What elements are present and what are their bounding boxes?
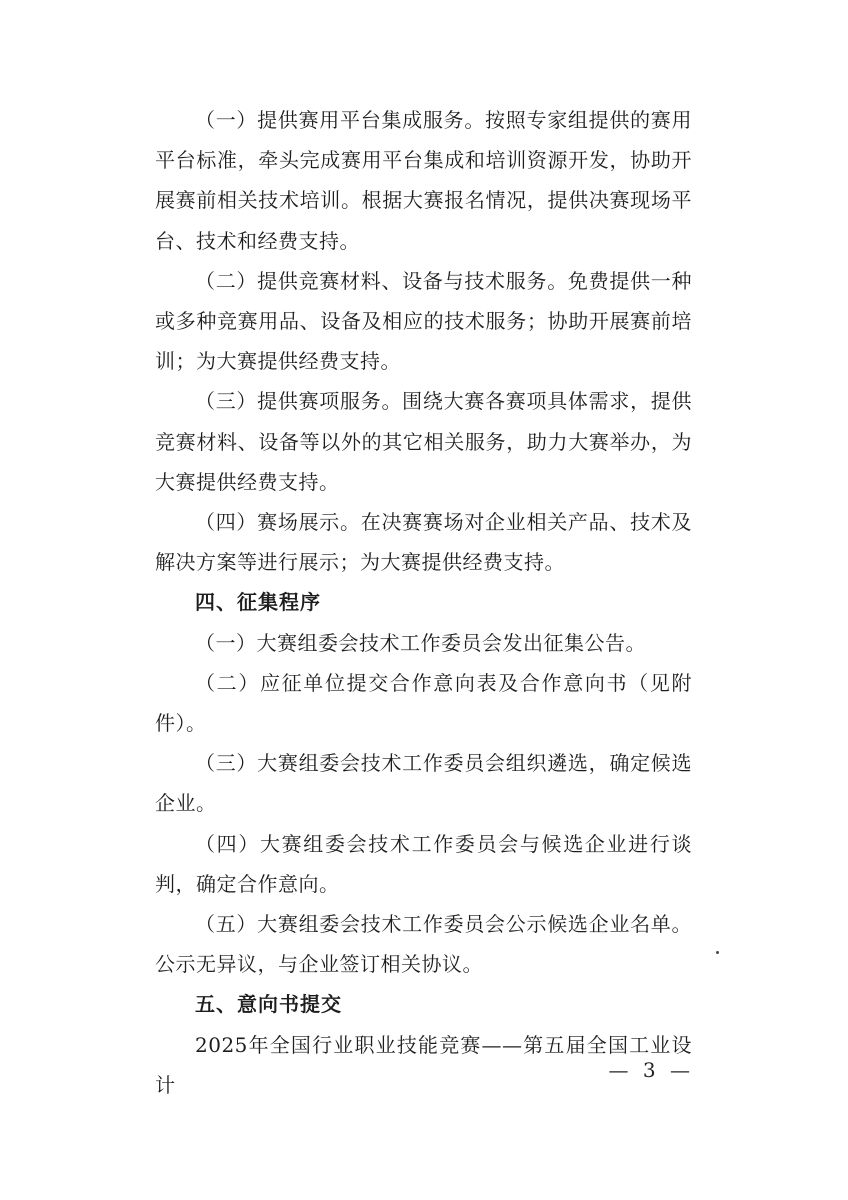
paragraph: （二）应征单位提交合作意向表及合作意向书（见附件）。 [155, 670, 692, 736]
scan-speck [716, 951, 719, 954]
paragraph: （一）大赛组委会技术工作委员会发出征集公告。 [195, 630, 646, 655]
section-heading-4: 四、征集程序 [195, 590, 321, 615]
paragraph: （二）提供竞赛材料、设备与技术服务。免费提供一种或多种竞赛用品、设备及相应的技术服务；协助开展赛前培训；为大赛提供经费支持。 [155, 268, 692, 374]
paragraph: （三）大赛组委会技术工作委员会组织遴选，确定候选企业。 [155, 751, 692, 816]
paragraph: 2025年全国行业职业技能竞赛——第五届全国工业设计 [155, 1032, 692, 1097]
paragraph: （五）大赛组委会技术工作委员会公示候选企业名单。公示无异议，与企业签订相关协议。 [155, 912, 692, 977]
paragraph: （四）赛场展示。在决赛赛场对企业相关产品、技术及解决方案等进行展示；为大赛提供经费支持。 [155, 510, 692, 575]
section-heading-5: 五、意向书提交 [195, 992, 342, 1017]
paragraph: （三）提供赛项服务。围绕大赛各赛项具体需求，提供竞赛材料、设备等以外的其它相关服务，助力大赛举办，为大赛提供经费支持。 [155, 389, 692, 494]
page-number: — 3 — [608, 1058, 694, 1082]
paragraph: （一）提供赛用平台集成服务。按照专家组提供的赛用平台标准，牵头完成赛用平台集成和培训资源开发，协助开展赛前相关技术培训。根据大赛报名情况，提供决赛现场平台、技术和经费支持。 [155, 108, 692, 253]
paragraph: （四）大赛组委会技术工作委员会与候选企业进行谈判，确定合作意向。 [155, 831, 692, 896]
document-body [155, 100, 692, 1105]
